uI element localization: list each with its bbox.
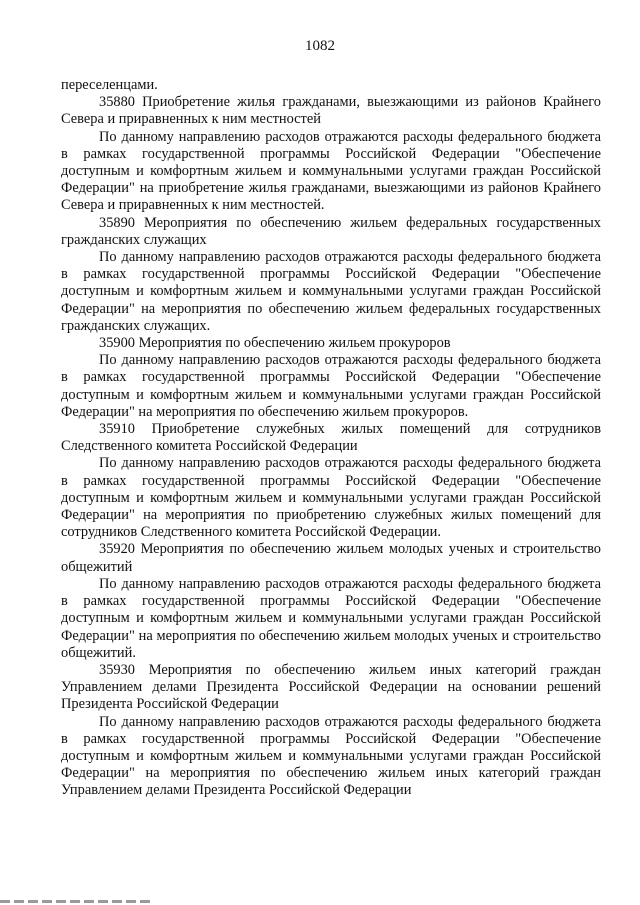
section-heading-35890: 35890 Мероприятия по обеспечению жильем федеральных государственных гражданских служащих	[61, 214, 601, 248]
section-heading-35900: 35900 Мероприятия по обеспечению жильем прокуроров	[99, 335, 451, 352]
section-heading-35920: 35920 Мероприятия по обеспечению жильем молодых ученых и строительство общежитий	[61, 541, 601, 575]
section-body-35880: По данному направлению расходов отражаются расходы федерального бюджета в рамках государственной программы Российской Федерации "Обеспечение доступным и комфортным жильем и коммунальными услугами граждан Российской Федерации" на приобретение жилья гражданами, выезжающими из районов Крайнего Севера и приравненных к ним местностей.	[61, 128, 601, 214]
section-body-35890: По данному направлению расходов отражаются расходы федерального бюджета в рамках государственной программы Российской Федерации "Обеспечение доступным и комфортным жильем и коммунальными услугами граждан Российской Федерации" на мероприятия по обеспечению жильем федеральных государственных гражданских служащих.	[61, 249, 601, 334]
section-body-35910: По данному направлению расходов отражаются расходы федерального бюджета в рамках государственной программы Российской Федерации "Обеспечение доступным и комфортным жильем и коммунальными услугами граждан Российской Федерации" на мероприятия по приобретению служебных жилых помещений для сотрудников Следственного комитета Российской Федерации.	[61, 455, 601, 541]
section-heading-35880: 35880 Приобретение жилья гражданами, выезжающими из районов Крайнего Севера и приравненных к ним местностей	[61, 94, 601, 128]
paragraph-continuation: переселенцами.	[61, 77, 158, 93]
page-number: 1082	[305, 38, 335, 54]
section-heading-35930: 35930 Мероприятия по обеспечению жильем иных категорий граждан Управлением делами Президента Российской Федерации на основании решений Президента Российской Федерации	[61, 661, 601, 713]
section-heading-35910: 35910 Приобретение служебных жилых помещений для сотрудников Следственного комитета Российской Федерации	[61, 421, 601, 455]
scan-edge-marks	[0, 900, 150, 903]
document-body	[61, 77, 601, 800]
section-body-35900: По данному направлению расходов отражаются расходы федерального бюджета в рамках государственной программы Российской Федерации "Обеспечение доступным и комфортным жильем и коммунальными услугами граждан Российской Федерации" на мероприятия по обеспечению жильем прокуроров.	[61, 352, 601, 420]
section-body-35920: По данному направлению расходов отражаются расходы федерального бюджета в рамках государственной программы Российской Федерации "Обеспечение доступным и комфортным жильем и коммунальными услугами граждан Российской Федерации" на мероприятия по обеспечению жильем молодых ученых и строительство общежитий.	[61, 575, 601, 661]
section-body-35930: По данному направлению расходов отражаются расходы федерального бюджета в рамках государственной программы Российской Федерации "Обеспечение доступным и комфортным жильем и коммунальными услугами граждан Российской Федерации" на мероприятия по обеспечению жильем иных категорий граждан Управлением делами Президента Российской Федерации	[61, 713, 601, 799]
